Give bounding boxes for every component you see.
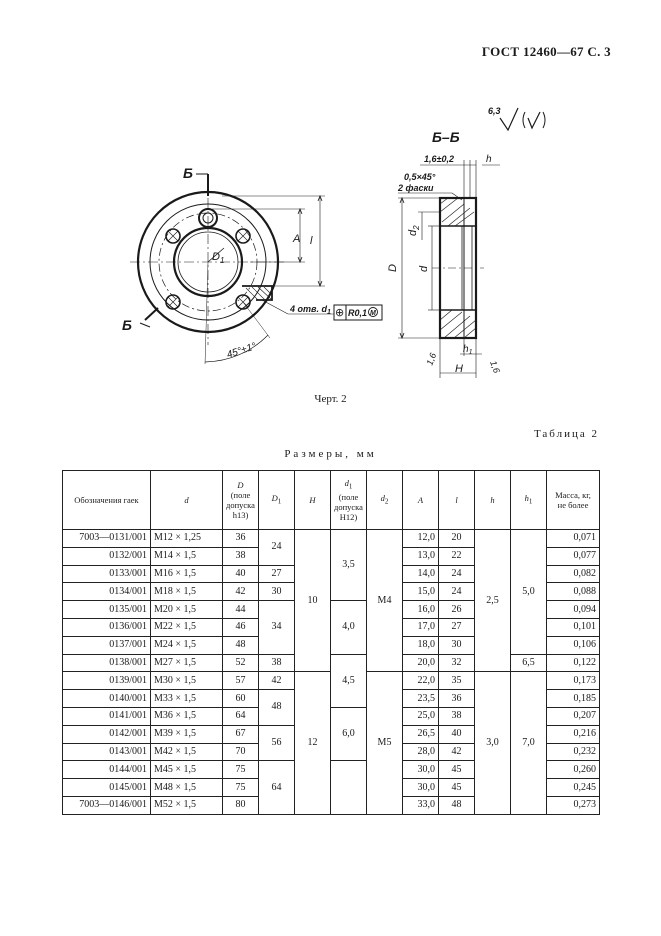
chamfer-count: 2 фаски — [398, 183, 434, 193]
dim-16-right: 1,6 — [488, 359, 502, 375]
table-header-row — [63, 471, 600, 530]
header-mass: Масса, кг, не более — [547, 471, 600, 530]
table-row: 7003—0131/001 М12 × 1,25 36 24 10 3,5 М4 12,0 20 2,5 5,0 0,071 — [63, 530, 600, 548]
dim-16-left: 1,6 — [424, 351, 439, 367]
section-mark-bottom: Б — [122, 317, 132, 333]
dim-H-label: H — [455, 363, 463, 375]
cell-D1: 48 — [259, 690, 295, 726]
table-row: 0136/001 М22 × 1,5 46 17,0 27 0,101 — [63, 618, 600, 636]
cell-h1: 5,0 — [511, 530, 547, 655]
cell-D1: 42 — [259, 672, 295, 690]
tolerance-value: R0,1 — [348, 308, 368, 318]
cell-h: 3,0 — [475, 672, 511, 814]
table-row: 0138/001 М27 × 1,5 52 38 4,5 20,0 32 6,5 0,122 — [63, 654, 600, 672]
cell-D1: 38 — [259, 654, 295, 672]
cell-D1: 56 — [259, 725, 295, 761]
header-designation: Обозначения гаек — [63, 471, 151, 530]
cell-D1: 64 — [259, 761, 295, 814]
cell-d1: 3,5 — [331, 530, 367, 601]
header-H: H — [295, 471, 331, 530]
cell-d1: 4,0 — [331, 601, 367, 654]
cell-d2: М4 — [367, 530, 403, 672]
cell-h: 2,5 — [475, 530, 511, 672]
dim-h1-label: $h_1$ — [463, 344, 473, 356]
dimensions-table — [62, 470, 600, 815]
roughness-label: 6,3 — [488, 106, 501, 116]
table-row: 0133/001 М16 × 1,5 40 27 14,0 24 0,082 — [63, 565, 600, 583]
header-h: h — [475, 471, 511, 530]
header-D1: $D_1$ — [259, 471, 295, 530]
header-A: A — [403, 471, 439, 530]
cell-D1: 30 — [259, 583, 295, 601]
figure-caption: Черт. 2 — [314, 393, 347, 405]
section-title: Б–Б — [432, 129, 460, 145]
header-d1: $d_1$ (поле допуска H12) — [331, 471, 367, 530]
section-hatch-top — [440, 198, 474, 226]
holes-note: 4 отв. $d_1$ — [290, 304, 331, 316]
section-hatch-bottom — [440, 310, 476, 338]
angle-note: 45°±1° — [225, 341, 258, 361]
cell-d1-empty — [331, 761, 367, 814]
cell-h1: 6,5 — [511, 654, 547, 672]
table-row: 0137/001 М24 × 1,5 48 18,0 30 0,106 — [63, 636, 600, 654]
dim-d-label: d — [418, 265, 430, 272]
dim-h-label: h — [486, 154, 492, 165]
table-label: Таблица 2 — [533, 428, 599, 440]
table-row: 0132/001 М14 × 1,5 38 13,0 22 0,077 — [63, 547, 600, 565]
cell-d2: М5 — [367, 672, 403, 814]
cell-D1: 24 — [259, 530, 295, 566]
cell-h1: 7,0 — [511, 672, 547, 814]
dim-D1-label: $D_1$ — [212, 251, 225, 265]
table-row: 0139/001 М30 × 1,5 57 42 12 М5 22,0 35 3,0 7,0 0,173 — [63, 672, 600, 690]
cell-d1: 4,5 — [331, 654, 367, 707]
table-row: 0142/001 М39 × 1,5 67 56 26,5 40 0,216 — [63, 725, 600, 743]
table-row: 0143/001 М42 × 1,5 70 28,0 42 0,232 — [63, 743, 600, 761]
technical-drawing — [0, 0, 661, 420]
cell-H: 10 — [295, 530, 331, 672]
section-mark-top: Б — [183, 165, 193, 181]
dim-l-label: l — [310, 235, 313, 247]
table-row: 0134/001 М18 × 1,5 42 30 15,0 24 0,088 — [63, 583, 600, 601]
header-d2: $d_2$ — [367, 471, 403, 530]
dim-d2-label: $d_2$ — [407, 225, 421, 236]
table-row: 0141/001 М36 × 1,5 64 6,0 25,0 38 0,207 — [63, 707, 600, 725]
table-title: Размеры, мм — [284, 448, 377, 460]
table-row: 0140/001 М33 × 1,5 60 48 23,5 36 0,185 — [63, 690, 600, 708]
chamfer-note: 0,5×45° — [404, 172, 436, 182]
dim-D-label: D — [387, 264, 399, 272]
table-row: 7003—0146/001 М52 × 1,5 80 33,0 48 0,273 — [63, 796, 600, 814]
cell-D1: 34 — [259, 601, 295, 654]
header-l: l — [439, 471, 475, 530]
cell-H: 12 — [295, 672, 331, 814]
header-D: D (поле допуска h13) — [223, 471, 259, 530]
header-d: d — [151, 471, 223, 530]
tolerance-symbol: ⊕ — [335, 307, 345, 319]
table-row: 0145/001 М48 × 1,5 75 30,0 45 0,245 — [63, 779, 600, 797]
table-row: 0144/001 М45 × 1,5 75 64 30,0 45 0,260 — [63, 761, 600, 779]
header-h1: $h_1$ — [511, 471, 547, 530]
standard-reference: ГОСТ 12460—67 С. 3 — [481, 44, 611, 59]
dim-1-6-label: 1,6±0,2 — [424, 154, 454, 164]
cell-d1: 6,0 — [331, 707, 367, 760]
tolerance-modifier: M — [370, 310, 376, 317]
dim-A-label: A — [293, 233, 301, 245]
cell-D1: 27 — [259, 565, 295, 583]
table-row: 0135/001 М20 × 1,5 44 34 4,0 16,0 26 0,094 — [63, 601, 600, 619]
